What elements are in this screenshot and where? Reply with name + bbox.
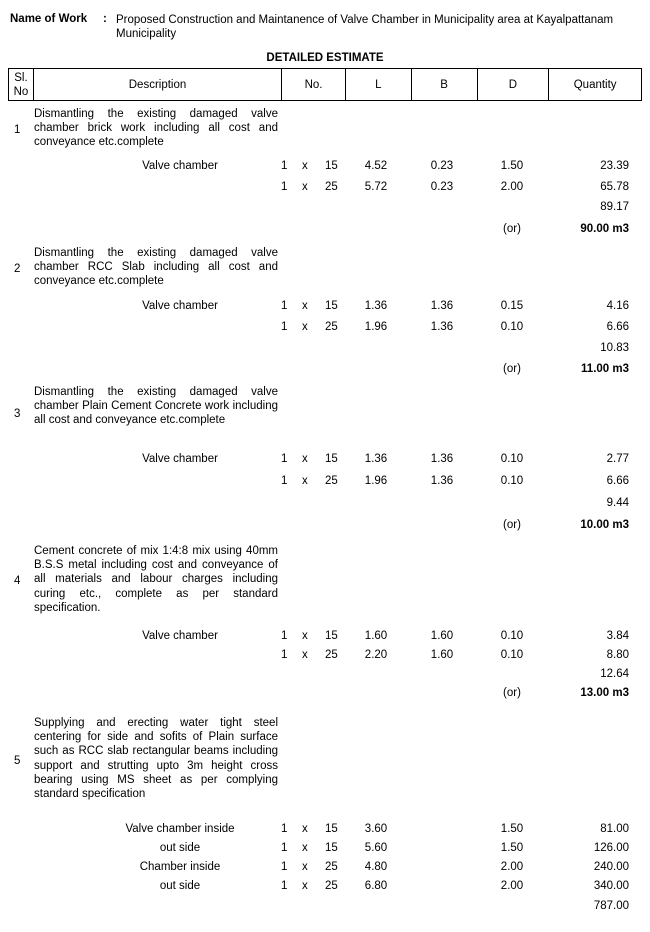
name-of-work-value: Proposed Construction and Maintanence of Valve Chamber in Municipality area at Kayalpattanam Municipality: [116, 14, 614, 40]
row-breadth: 1.36: [430, 475, 454, 487]
row-length: 4.80: [364, 861, 388, 873]
item-description: Dismantling the existing damaged valve chamber RCC Slab including all cost and conveyance etc.complete: [34, 247, 278, 288]
row-times: x: [302, 321, 308, 333]
row-depth: 0.10: [500, 453, 524, 465]
row-depth: 2.00: [500, 861, 524, 873]
measurement-row: [0, 321, 650, 337]
row-quantity: 6.66: [606, 321, 629, 333]
row-length: 2.20: [364, 649, 388, 661]
measurement-row: [0, 880, 650, 896]
row-quantity: 23.39: [600, 160, 629, 172]
table-header: [8, 68, 642, 101]
row-quantity: 65.78: [600, 181, 629, 193]
row-no: 1: [281, 823, 288, 835]
item-sl: 3: [14, 408, 21, 420]
item-or: (or): [503, 519, 521, 531]
row-no: 1: [281, 181, 288, 193]
row-depth: 0.15: [500, 300, 524, 312]
row-times: x: [302, 842, 308, 854]
row-times: x: [302, 453, 308, 465]
row-times: x: [302, 823, 308, 835]
row-count: 15: [325, 823, 338, 835]
row-quantity: 4.16: [606, 300, 629, 312]
measurement-row: [0, 630, 650, 646]
row-count: 15: [325, 300, 338, 312]
row-count: 25: [325, 321, 338, 333]
row-quantity: 340.00: [593, 880, 629, 892]
measurement-row: [0, 453, 650, 469]
measurement-row: [0, 181, 650, 197]
row-no: 1: [281, 453, 288, 465]
row-name: Valve chamber inside: [125, 823, 235, 835]
measurement-row: [0, 475, 650, 491]
name-of-work-label: Name of Work: [10, 13, 88, 25]
row-length: 1.36: [364, 453, 388, 465]
row-depth: 0.10: [500, 475, 524, 487]
row-no: 1: [281, 842, 288, 854]
row-name: out side: [159, 880, 201, 892]
row-length: 5.72: [364, 181, 388, 193]
row-times: x: [302, 300, 308, 312]
col-description: Description: [33, 69, 281, 100]
row-no: 1: [281, 880, 288, 892]
item-sl: 4: [14, 575, 21, 587]
item-final-quantity: 11.00 m3: [581, 363, 629, 375]
item-sl: 5: [14, 755, 21, 767]
row-times: x: [302, 475, 308, 487]
row-depth: 0.10: [500, 321, 524, 333]
row-no: 1: [281, 475, 288, 487]
row-length: 1.36: [364, 300, 388, 312]
row-count: 15: [325, 453, 338, 465]
row-breadth: 1.36: [430, 300, 454, 312]
row-depth: 1.50: [500, 823, 524, 835]
row-breadth: 1.36: [430, 321, 454, 333]
item-total: 12.64: [600, 668, 629, 680]
row-length: 1.96: [364, 475, 388, 487]
row-length: 5.60: [364, 842, 388, 854]
col-sl-no: Sl. No: [13, 71, 29, 98]
row-count: 25: [325, 861, 338, 873]
row-count: 15: [325, 630, 338, 642]
page-title: DETAILED ESTIMATE: [266, 52, 384, 64]
row-length: 6.80: [364, 880, 388, 892]
row-count: 15: [325, 842, 338, 854]
measurement-row: [0, 160, 650, 176]
name-of-work-colon: :: [103, 13, 107, 25]
item-total: 10.83: [600, 342, 629, 354]
row-no: 1: [281, 630, 288, 642]
item-sl: 2: [14, 263, 21, 275]
row-depth: 2.00: [500, 880, 524, 892]
row-times: x: [302, 861, 308, 873]
row-no: 1: [281, 861, 288, 873]
item-description: Cement concrete of mix 1:4:8 mix using 40mm B.S.S metal including cost and conveyance of all materials and labour charges including curing etc., complete as per standard specification.: [34, 545, 278, 614]
measurement-row: [0, 300, 650, 316]
item-or: (or): [503, 223, 521, 235]
row-name: out side: [159, 842, 201, 854]
row-count: 25: [325, 649, 338, 661]
row-quantity: 6.66: [606, 475, 629, 487]
row-name: Valve chamber: [142, 453, 218, 465]
row-breadth: 1.36: [430, 453, 454, 465]
row-breadth: 0.23: [430, 181, 454, 193]
row-times: x: [302, 630, 308, 642]
row-depth: 1.50: [500, 842, 524, 854]
row-times: x: [302, 160, 308, 172]
row-name: Valve chamber: [142, 160, 218, 172]
item-final-quantity: 90.00 m3: [580, 223, 629, 235]
row-quantity: 81.00: [600, 823, 629, 835]
row-count: 25: [325, 880, 338, 892]
col-b: B: [411, 69, 477, 100]
col-quantity: Quantity: [548, 69, 641, 100]
row-quantity: 8.80: [606, 649, 629, 661]
row-breadth: 1.60: [430, 630, 454, 642]
row-count: 25: [325, 475, 338, 487]
row-depth: 0.10: [500, 649, 524, 661]
item-final-quantity: 13.00 m3: [580, 687, 629, 699]
row-depth: 1.50: [500, 160, 524, 172]
row-length: 1.60: [364, 630, 388, 642]
row-depth: 0.10: [500, 630, 524, 642]
row-quantity: 240.00: [593, 861, 629, 873]
row-no: 1: [281, 160, 288, 172]
row-breadth: 1.60: [430, 649, 454, 661]
row-times: x: [302, 880, 308, 892]
row-times: x: [302, 649, 308, 661]
measurement-row: [0, 842, 650, 858]
item-description: Dismantling the existing damaged valve chamber Plain Cement Concrete work including all cost and conveyance etc.complete: [34, 386, 278, 427]
col-no: No.: [281, 69, 345, 100]
item-total: 787.00: [593, 900, 629, 912]
row-count: 25: [325, 181, 338, 193]
row-no: 1: [281, 300, 288, 312]
row-times: x: [302, 181, 308, 193]
item-or: (or): [503, 363, 521, 375]
row-length: 4.52: [364, 160, 388, 172]
item-total: 9.44: [606, 497, 629, 509]
item-description: Dismantling the existing damaged valve chamber brick work including all cost and conveyance etc.complete: [34, 108, 278, 149]
row-name: Valve chamber: [142, 300, 218, 312]
item-final-quantity: 10.00 m3: [580, 519, 629, 531]
measurement-row: [0, 823, 650, 839]
row-length: 3.60: [364, 823, 388, 835]
row-no: 1: [281, 649, 288, 661]
row-quantity: 126.00: [593, 842, 629, 854]
item-total: 89.17: [600, 201, 629, 213]
item-or: (or): [503, 687, 521, 699]
item-sl: 1: [14, 124, 21, 136]
row-quantity: 3.84: [606, 630, 629, 642]
row-no: 1: [281, 321, 288, 333]
measurement-row: [0, 861, 650, 877]
measurement-row: [0, 649, 650, 665]
col-l: L: [345, 69, 411, 100]
row-name: Valve chamber: [142, 630, 218, 642]
row-breadth: 0.23: [430, 160, 454, 172]
row-quantity: 2.77: [606, 453, 629, 465]
row-length: 1.96: [364, 321, 388, 333]
row-count: 15: [325, 160, 338, 172]
col-d: D: [477, 69, 549, 100]
row-name: Chamber inside: [139, 861, 221, 873]
row-depth: 2.00: [500, 181, 524, 193]
item-description: Supplying and erecting water tight steel centering for side and sofits of Plain surface such as RCC slab rectangular beams including support and strutting upto 3m height cross bearing using MS sheet as per complying standard specification: [34, 717, 278, 801]
